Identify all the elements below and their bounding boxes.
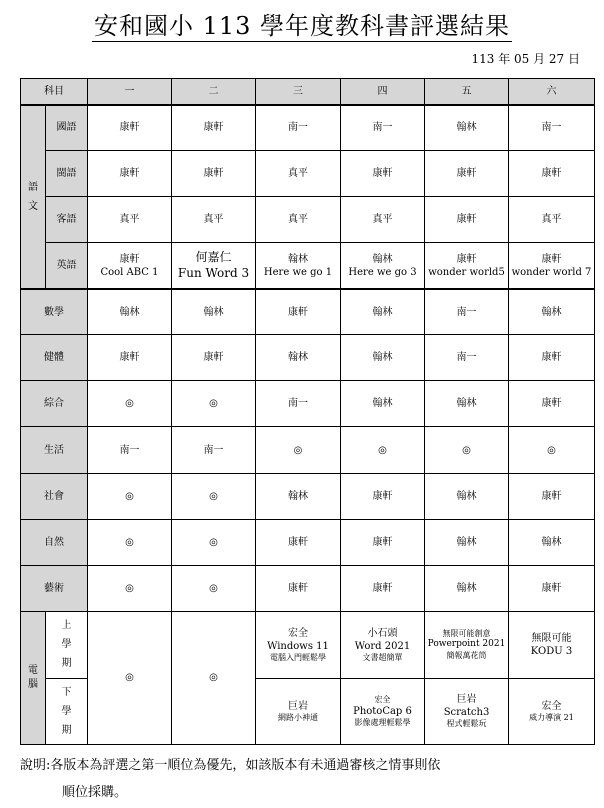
table-cell: 康軒 [172,105,256,151]
table-cell: 康軒 [341,473,425,519]
table-cell: ◎ [256,427,341,473]
table-cell: 翰林 [425,565,509,611]
table-row [21,519,595,565]
publisher: 翰林 [288,253,308,265]
table-cell: 南一 [256,381,341,427]
table-cell: 南一 [88,427,172,473]
book-title: Fun Word 3 [177,265,250,280]
book-title: Powerpoint 2021 [427,638,506,649]
table-cell: 翰林 [256,473,341,519]
table-cell [425,611,509,678]
publisher: 宏全 [541,700,562,712]
subject-label: 閩語 [46,151,88,197]
table-cell: ◎ [88,381,172,427]
textbook-selection-table [20,78,595,745]
book-title: 威力導演 21 [529,712,574,722]
table-cell: 真平 [256,151,341,197]
table-row [21,243,595,289]
book-subtitle: 電腦入門輕鬆學 [270,652,326,662]
table-cell: 翰林 [341,381,425,427]
table-cell: 康軒 [172,151,256,197]
book-subtitle: 影像處理輕鬆學 [354,717,411,727]
book-title: Cool ABC 1 [100,266,159,278]
subject-label: 數學 [21,289,88,335]
publisher: 小石頭 [367,627,398,639]
table-cell [256,611,341,678]
table-cell: 康軒 [425,197,509,243]
subject-label: 生活 [21,427,88,473]
subject-label: 自然 [21,519,88,565]
publisher: 翰林 [372,253,393,265]
publisher: 何嘉仁 [195,249,232,264]
book-title: Word 2021 [354,640,411,652]
table-cell: ◎ [88,565,172,611]
table-row [21,197,595,243]
table-cell: 康軒 [509,381,595,427]
table-cell: 翰林 [425,381,509,427]
subject-label: 社會 [21,473,88,519]
publisher: 康軒 [541,253,562,265]
table-cell: 康軒 [425,151,509,197]
table-cell: 真平 [509,197,595,243]
semester-upper-label: 上學期 [46,611,88,678]
publisher: 無限可能創意 [442,628,491,638]
table-cell [425,243,509,289]
table-cell: 康軒 [256,519,341,565]
table-cell: ◎ [172,565,256,611]
table-cell: 康軒 [509,473,595,519]
header-grade-2: 二 [172,79,256,105]
publisher: 康軒 [456,253,477,265]
table-cell: ◎ [172,519,256,565]
table-cell: 南一 [425,289,509,335]
book-title: Here we go 1 [263,266,333,278]
publisher: 宏全 [374,694,391,704]
footnote [20,752,590,806]
header-grade-1: 一 [88,79,172,105]
table-cell [425,678,509,744]
table-cell: ◎ [341,427,425,473]
table-cell: 真平 [256,197,341,243]
table-row [21,565,595,611]
book-title: KODU 3 [530,645,573,657]
subject-label: 綜合 [21,381,88,427]
footnote-line-1: 說明:各版本為評選之第一順位為優先，如該版本有未通過審核之情事則依 [20,758,441,773]
subject-label: 客語 [46,197,88,243]
table-cell: 真平 [341,197,425,243]
table-cell: 南一 [256,105,341,151]
table-cell: 翰林 [425,473,509,519]
table-cell: ◎ [88,611,172,744]
table-cell: 南一 [509,105,595,151]
table-cell [172,243,256,289]
publisher: 巨岩 [456,694,477,706]
table-cell: 康軒 [172,335,256,381]
table-row [21,381,595,427]
table-cell: 康軒 [509,151,595,197]
header-row [21,79,595,105]
publisher: 無限可能 [531,632,572,644]
book-title: wonder world5 [428,266,505,278]
table-cell [256,678,341,744]
table-cell: 真平 [172,197,256,243]
table-cell: ◎ [88,473,172,519]
table-cell: 康軒 [256,289,341,335]
table-cell [509,678,595,744]
table-cell: 翰林 [341,335,425,381]
table-cell: 康軒 [509,565,595,611]
publisher: 巨岩 [288,700,308,712]
subject-label: 英語 [46,243,88,289]
table-cell [341,611,425,678]
table-cell: ◎ [509,427,595,473]
table-row [21,289,595,335]
table-cell: 翰林 [509,289,595,335]
subject-label: 藝術 [21,565,88,611]
table-cell: 翰林 [425,519,509,565]
table-cell: 康軒 [88,335,172,381]
subject-label: 健體 [21,335,88,381]
page-title [0,6,604,41]
header-grade-3: 三 [256,79,341,105]
table-cell: ◎ [88,519,172,565]
book-subtitle: 文書超簡單 [362,652,403,662]
table-cell [256,243,341,289]
book-title: PhotoCap 6 [353,705,412,717]
page-title-text: 安和國小 113 學年度教科書評選結果 [93,12,511,40]
table-cell: 康軒 [341,565,425,611]
table-cell [88,243,172,289]
table-cell: 南一 [425,335,509,381]
table-cell: 南一 [341,105,425,151]
table-cell: ◎ [172,473,256,519]
table-row [21,611,595,678]
table-cell: 南一 [172,427,256,473]
table-row [21,473,595,519]
table-cell [341,678,425,744]
table-cell: 康軒 [341,519,425,565]
table-row [21,151,595,197]
table-cell: 康軒 [341,151,425,197]
book-subtitle: 程式輕鬆玩 [446,719,487,729]
table-cell: ◎ [172,381,256,427]
computer-label: 電腦 [21,611,46,744]
table-row [21,105,595,151]
publisher: 康軒 [119,253,140,265]
header-grade-5: 五 [425,79,509,105]
book-title: Here we go 3 [348,266,417,278]
table-cell: 真平 [88,197,172,243]
subject-label: 國語 [46,105,88,151]
table-cell: 康軒 [88,151,172,197]
document-date: 113 年 05 月 27 日 [471,52,580,66]
table-cell: ◎ [172,611,256,744]
book-title: 網路小神通 [278,712,318,722]
table-cell: 翰林 [172,289,256,335]
publisher: 宏全 [288,627,308,639]
book-title: Windows 11 [267,640,329,652]
table-row [21,335,595,381]
header-grade-6: 六 [509,79,595,105]
table-cell: 康軒 [509,335,595,381]
table-cell [341,243,425,289]
header-subject: 科目 [21,79,88,105]
table-cell: 翰林 [509,519,595,565]
semester-lower-label: 下學期 [46,678,88,744]
footnote-line-2: 順位採購。 [62,785,128,800]
book-subtitle: 簡報萬花筒 [446,650,487,660]
language-group-label: 語文 [21,105,46,289]
table-cell: ◎ [425,427,509,473]
table-row [21,427,595,473]
table-cell: 翰林 [341,289,425,335]
table-cell [509,243,595,289]
table-cell: 翰林 [425,105,509,151]
table-cell: 翰林 [88,289,172,335]
header-grade-4: 四 [341,79,425,105]
table-cell: 翰林 [256,335,341,381]
book-title: wonder world 7 [511,266,592,278]
table-cell: 康軒 [256,565,341,611]
table-cell: 康軒 [88,105,172,151]
table-cell [509,611,595,678]
book-title: Scratch3 [443,707,490,719]
